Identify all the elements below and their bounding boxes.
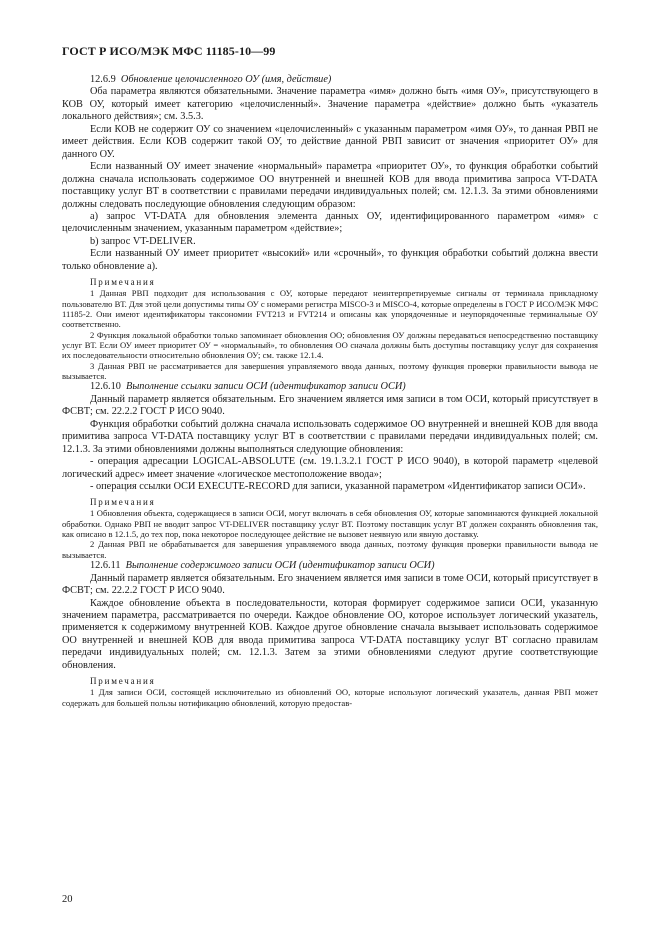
note: 3 Данная РВП не рассматривается для завершения управляемого ввода данных, поэтому функция проверки правильности вывода не вызывается. [62,360,598,381]
paragraph: Функция обработки событий должна сначала использовать содержимое ОО внутренней и внешней КОВ для ввода примитива запроса VT-DATA поставщику услуг ВТ в соответствии с правилами передачи индивидуальных полей; см. 12.1.3. За этими обновлениями должны выполняться следующие обновления: [62,418,598,455]
section-number: 12.6.10 [90,381,121,393]
list-item: а) запрос VT-DATA для обновления элемента данных ОУ, идентифицированного параметром «имя» с целочисленным значением, указанным параметром «действие»; [62,210,598,235]
page-number: 20 [62,894,73,905]
notes-title: Примечания [90,497,156,508]
paragraph: Данный параметр является обязательным. Его значением является имя записи в томе ОСИ, который присутствует в ФСВТ; см. 22.2.2 ГОСТ Р ИСО 9040. [62,572,598,597]
page-body [62,74,598,708]
section-title: Выполнение ссылки записи ОСИ (идентификатор записи ОСИ) [126,381,406,393]
section-number: 12.6.9 [90,74,116,85]
note: 2 Функция локальной обработки только запоминает обновления ОО; обновления ОУ должны передаваться непосредственно поставщику услуг ВТ. Если ОУ имеет приоритет ОУ = «нормальный», то обновления ОО сначала должны быть доступны поставщику услуг для сохранения их последовательности относительно обновления ОУ; см. также 12.1.4. [62,329,598,361]
section-title: Выполнение содержимого записи ОСИ (идентификатор записи ОСИ) [125,560,435,572]
section-number: 12.6.11 [90,560,121,572]
list-item: - операция ссылки ОСИ EXECUTE-RECORD для записи, указанной параметром «Идентификатор записи ОСИ». [90,480,586,492]
list-item: b) запрос VT-DELIVER. [90,235,196,247]
section-title: Обновление целочисленного ОУ (имя, действие) [120,74,332,85]
paragraph: Каждое обновление объекта в последовательности, которая формирует содержимое записи ОСИ, указанную значением параметра, рассматривается по очереди. Каждое обновление ОО, которое использует логический указатель, применяется к содержимому внутренней КОВ. Каждое другое обновление сначала вызывает использовать содержимое ОО внутренней и внешней КОВ для ввода примитива запроса VT-DATA поставщику услуг ВТ согласно правилам передачи индивидуальных полей; см. 12.1.3. Затем за этими обновлениями следуют другие соответствующие обновления. [62,597,598,671]
note: 1 Для записи ОСИ, состоящей исключительно из обновлений ОО, которые используют логический указатель, данная РВП может содержать для большей пользы нотификацию обновлений, которую предостав- [62,687,598,708]
note: 2 Данная РВП не обрабатывается для завершения управляемого ввода данных, поэтому функция проверки правильности вывода не вызывается. [62,539,598,560]
paragraph: Оба параметра являются обязательными. Значение параметра «имя» должно быть «имя ОУ», присутствующего в КОВ ОУ, который имеет категорию «целочисленный». Значение параметра «действие» должно быть «указатель локального действия»; см. 3.5.3. [62,86,598,123]
section-heading [62,381,598,393]
main-text [62,74,598,708]
paragraph: Если названный ОУ имеет значение «нормальный» параметра «приоритет ОУ», то функция обработки событий должна сначала использовать содержимое ОО внутренней и внешней КОВ для ввода примитива запроса VT-DATA поставщику услуг ВТ в соответствии с правилами передачи индивидуальных полей; см. 12.1.3. За этими обновлениями должны следовать последующие обновления следующим образом: [62,161,598,210]
paragraph: Если КОВ не содержит ОУ со значением «целочисленный» с указанным параметром «имя ОУ», то данная РВП не имеет действия. Если КОВ содержит такой ОУ, то действие данной РВП зависит от значения «приоритет ОУ» для данного ОУ. [62,123,598,160]
paragraph: Если названный ОУ имеет приоритет «высокий» или «срочный», то функция обработки событий должна ввести только обновление а). [62,248,598,272]
document-header: ГОСТ Р ИСО/МЭК МФС 11185-10—99 [62,44,276,58]
section-heading [62,560,598,572]
note: 1 Обновления объекта, содержащиеся в записи ОСИ, могут включать в себя обновления ОУ, которые запоминаются функцией локальной обработки. Однако РВП не вводит запрос VT-DELIVER поставщику услуг ВТ. Поэтому поставщик услуг ВТ должен сохранять обновления так, как описано в 12.1.5, до тех пор, пока некоторое последующее действие не вызовет неявную или явную доставку. [62,508,598,540]
section-heading [62,74,598,86]
notes-title: Примечания [90,676,156,687]
notes-title: Примечания [90,277,156,288]
paragraph: Данный параметр является обязательным. Его значением является имя записи в том ОСИ, который присутствует в ФСВТ; см. 22.2.2 ГОСТ Р ИСО 9040. [62,393,598,418]
note: 1 Данная РВП подходит для использования с ОУ, которые передают неинтерпретируемые сигналы от терминала прикладному пользователю ВТ. Для этой цели допустимы типы ОУ с номерами регистра MISCO-3 и MISCO-4, которые определены в ГОСТ Р ИСО/МЭК МФС 11185-2. Они имеют идентификаторы таксономии FVT213 и FVT214 и описаны как упорядоченные и неупорядоченные терминальные ОУ соответственно. [62,288,598,330]
list-item: - операция адресации LOGICAL-ABSOLUTE (см. 19.1.3.2.1 ГОСТ Р ИСО 9040), в которой параметр «целевой логический адрес» имеет значение «логическое местоположение ввода»; [62,456,598,480]
